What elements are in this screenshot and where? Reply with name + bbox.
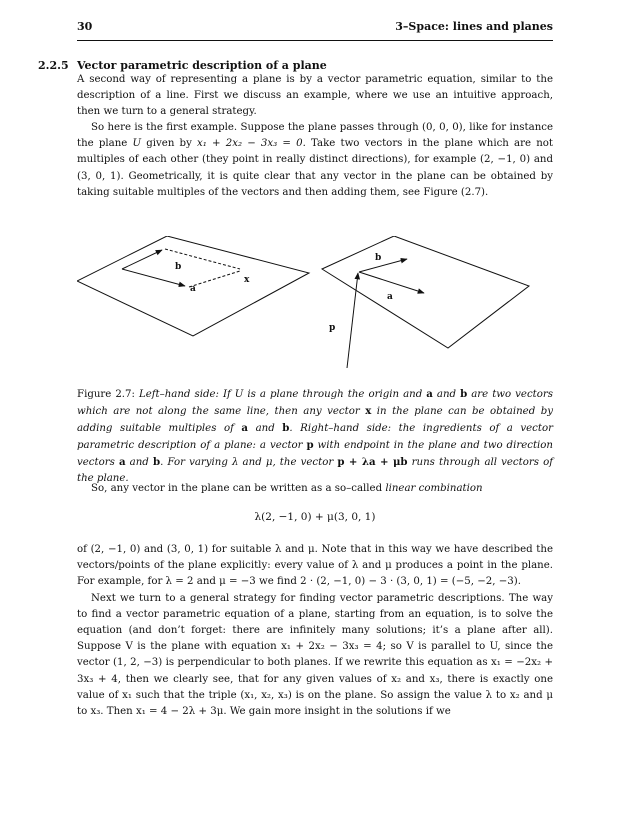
label-b-right: b bbox=[375, 253, 382, 263]
label-a-left: a bbox=[190, 284, 196, 294]
general-strategy-paragraph: Next we turn to a general strategy for finding vector parametric descriptions. The way to find a vector parametric equation of a plane, starting from an equation, is to solve the equation (and don’t forget: there are infinitely many solutions; it’s a plane after all). Suppose V is the plane with equation x₁ + 2x₂ − 3x₃ = 4; so V is parallel to U, since the vector (1, 2, −3) is perpendicular to both planes. If we rewrite this equation as x₁ = −2x₂ + 3x₃ + 4, then we clearly see, that for any given values of x₂ and x₃, there is exactly one value of x₁ such that the triple (x₁, x₂, x₃) is on the plane. So assign the value λ to x₂ and μ to x₃. Then x₁ = 4 − 2λ + 3μ. We gain more insight in the solutions if we bbox=[77, 592, 553, 718]
plane-equation: x₁ + 2x₂ − 3x₃ = 0 bbox=[197, 138, 303, 150]
term-linear-combination: linear combination bbox=[385, 483, 483, 494]
body-continuation: of (2, −1, 0) and (3, 0, 1) for suitable λ and μ. Note that in this way we have described the vectors/points of the plane explicitly: every value of λ and μ produces a point in the plane. For example, for λ = 2 and μ = −3 we find 2 · (2, −1, 0) − 3 · (3, 0, 1) = (−5, −2, −3). Next we turn to a general strategy for finding vector parametric descriptions. The way to find a vector parametric equation of a plane, starting from an equation, is to solve the equation (and don’t forget: there are infinitely many solutions; it’s a plane after all). Suppose V is the plane with equation x₁ + 2x₂ − 3x₃ = 4; so V is parallel to U, since the vector (1, 2, −3) is perpendicular to both planes. If we rewrite this equation as x₁ = −2x₂ + 3x₃ + 4, then we clearly see, that for any given values of x₂ and x₃, there is exactly one value of x₁ such that the triple (x₁, x₂, x₃) is on the plane. So assign the value λ to x₂ and μ to x₃. Then x₁ = 4 − 2λ + 3μ. We gain more insight in the solutions if we bbox=[77, 542, 553, 720]
figure-2-7 bbox=[77, 236, 553, 371]
intro-paragraph: A second way of representing a plane is by a vector parametric equation, similar to the description of a line. First we discuss an example, where we use an intuitive approach, then we turn to a general strategy. bbox=[77, 74, 553, 118]
dashed-a-to-x bbox=[189, 271, 240, 287]
figure-caption: Figure 2.7: Left–hand side: If U is a plane through the origin and a and b are two vectors which are not along the same line, then any vector x in the plane can be obtained by adding suitable multiples of a and b. Right–hand side: the ingredients of a vector parametric description of a plane: a vector p with endpoint in the plane and two direction vectors a and b. For varying λ and μ, the vector p + λa + μb runs through all vectors of the plane. bbox=[77, 388, 553, 484]
linear-combination-paragraph: So, any vector in the plane can be written as a so–called linear combination bbox=[91, 483, 483, 494]
section-heading bbox=[38, 59, 327, 72]
running-header bbox=[77, 20, 553, 38]
chapter-title: 3–Space: lines and planes bbox=[395, 20, 553, 33]
vector-b-left bbox=[122, 250, 162, 269]
label-a-right: a bbox=[387, 292, 393, 302]
label-x-left: x bbox=[244, 275, 250, 285]
vector-b-right bbox=[359, 259, 407, 272]
left-plane-diagram bbox=[77, 236, 309, 336]
label-b-left: b bbox=[175, 262, 182, 272]
right-plane-diagram bbox=[322, 236, 529, 368]
header-rule bbox=[77, 40, 553, 41]
page-number: 30 bbox=[77, 20, 93, 33]
section-title: Vector parametric description of a plane bbox=[77, 59, 327, 72]
section-number: 2.2.5 bbox=[38, 59, 69, 72]
right-plane bbox=[322, 236, 529, 348]
vector-a-right bbox=[359, 272, 424, 293]
label-p-right: p bbox=[329, 323, 336, 333]
example-paragraph: So here is the first example. Suppose the plane passes through (0, 0, 0), like for instance the plane U given by x₁ + 2x₂ − 3x₃ = 0. Take two vectors in the plane which are not multiples of each other (they point in really distinct directions), for example (2, −1, 0) and (3, 0, 1). Geometrically, it is quite clear that any vector in the plane can be obtained by taking suitable multiples of the vectors and then adding them, see Figure (2.7). bbox=[77, 122, 553, 198]
vector-p bbox=[347, 273, 358, 368]
display-formula: λ(2, −1, 0) + μ(3, 0, 1) bbox=[254, 511, 376, 523]
